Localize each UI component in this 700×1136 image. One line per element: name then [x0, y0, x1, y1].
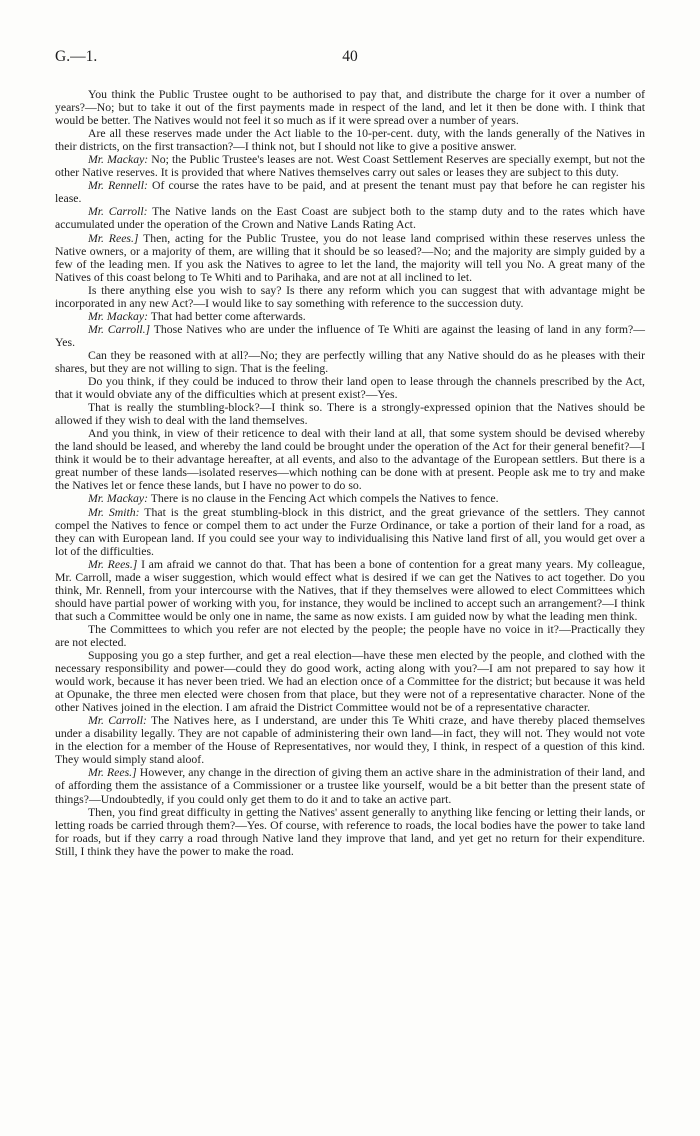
- paragraph-text: Do you think, if they could be induced to throw their land open to lease through the channels prescribed by the Act, that it would obviate any of the difficulties which at present exist?—Yes.: [55, 375, 645, 402]
- paragraph-text: There is no clause in the Fencing Act which compels the Natives to fence.: [148, 492, 499, 506]
- paragraph-text: The Natives here, as I understand, are under this Te Whiti craze, and have thereby placed themselves under a disability legally. They are not capable of administering their own land—in fact, they will not. They would not vote in the election for a member of the House of Representatives, nor would they, I think, in respect of a question of this kind. They would simply stand aloof.: [55, 714, 645, 767]
- paragraph: [55, 806, 645, 858]
- paragraph-text: You think the Public Trustee ought to be authorised to pay that, and distribute the charge for it over a number of years?—No; but to take it out of the first payments made in respect of the land, and let it then be done with. I think that would be better. The Natives would not feel it so much as if it were spread over a number of years.: [55, 88, 645, 128]
- paragraph: [55, 427, 645, 492]
- speaker-label: Mr. Mackay:: [88, 153, 149, 167]
- paragraph-text: That is the great stumbling-block in this district, and the great grievance of the settlers. They cannot compel the Natives to fence or compel them to act under the Furze Ordinance, or take a portion of their land for a road, as they can with European land. If you could see your way to individualising this Native land first of all, you would get over a lot of the difficulties.: [55, 505, 645, 558]
- speaker-label: Mr. Carroll:: [88, 714, 147, 728]
- paragraph: [55, 323, 645, 349]
- paragraph-text: Is there anything else you wish to say? Is there any reform which you can suggest that with advantage might be incorporated in any new Act?—I would like to say something with reference to the succession duty.: [55, 283, 645, 310]
- paragraph: [55, 766, 645, 805]
- speaker-label: Mr. Rees.]: [88, 557, 138, 571]
- paragraph: [55, 127, 645, 153]
- speaker-label: Mr. Mackay:: [88, 309, 149, 323]
- paragraph-text: Can they be reasoned with at all?—No; they are perfectly willing that any Native should do as he pleases with their shares, but they are not willing to sign. That is the feeling.: [55, 348, 645, 375]
- paragraph-text: However, any change in the direction of giving them an active share in the administration of their land, and of affording them the assistance of a Commissioner or a trustee like yourself, would be a bit better than the present state of things?—Undoubtedly, if you could only get them to do it and to take an active part.: [55, 766, 646, 806]
- paragraph-text: And you think, in view of their reticence to deal with their land at all, that some system should be devised whereby the land should be leased, and whereby the land could be brought under the operation of the Act for their general benefit?—I think it would be to their advantage hereafter, at all events, and also to the advantage of the European settlers. But there is a great number of these lands—isolated reserves—which nothing can be done with at present. People ask me to try and make the Natives let or fence these lands, but I have no power to do so.: [55, 427, 645, 493]
- paragraph: [55, 205, 645, 231]
- paragraph: [55, 375, 645, 401]
- paragraph: [55, 88, 645, 127]
- paragraph: [55, 284, 645, 310]
- speaker-label: Mr. Rennell:: [88, 179, 148, 193]
- paragraph-text: Then, acting for the Public Trustee, you do not lease land comprised within these reserves unless the Native owners, or a majority of them, are willing that it should be so leased?—No; and the majority are simply guided by a few of the leading men. If you ask the Natives to agree to let the land, the majority will tell you No. A great many of the Natives of this coast belong to Te Whiti and to Parihaka, and are not at all inclined to let.: [55, 231, 646, 284]
- paragraph-text: That had better come afterwards.: [148, 309, 306, 323]
- speaker-label: Mr. Rees.]: [88, 766, 137, 780]
- paragraph: [55, 349, 645, 375]
- paragraph: [55, 492, 645, 505]
- page-header: [55, 48, 645, 68]
- speaker-label: Mr. Mackay:: [88, 492, 149, 506]
- paragraph: [55, 401, 645, 427]
- paragraph-text: Are all these reserves made under the Act liable to the 10-per-cent. duty, with the lands generally of the Natives in their districts, on the first transaction?—I think not, but I should not like to give a positive answer.: [55, 127, 645, 154]
- paragraph-text: That is really the stumbling-block?—I think so. There is a strongly-expressed opinion that the Natives should be allowed if they wish to deal with the land themselves.: [55, 401, 645, 428]
- paragraph-text: Supposing you go a step further, and get a real election—have these men elected by the people, and clothed with the necessary responsibility and power—could they do good work, acting along with you?—I am not prepared to say how it would work, because it has never been tried. We had an election once of a Committee for the district; but because it was held at Opunake, the three men elected were chosen from that place, but they were not of a representative character. None of the other Natives joined in the election. I am afraid the District Committee would not be of a representative character.: [55, 649, 645, 715]
- page-number: 40: [342, 48, 358, 65]
- paragraph: [55, 558, 645, 623]
- paragraph-text: Of course the rates have to be paid, and at present the tenant must pay that before he can register his lease.: [55, 179, 646, 206]
- paragraph: [55, 310, 645, 323]
- paragraph-text: Those Natives who are under the influence of Te Whiti are against the leasing of land in any form?—Yes.: [55, 322, 645, 349]
- paragraph: [55, 179, 645, 205]
- paragraph-text: The Committees to which you refer are not elected by the people; the people have no voice in it?—Practically they are not elected.: [55, 622, 645, 649]
- paragraph: [55, 623, 645, 649]
- speaker-label: Mr. Rees.]: [88, 231, 139, 245]
- paragraph: [55, 153, 645, 179]
- paragraph-text: The Native lands on the East Coast are subject both to the stamp duty and to the rates which have accumulated under the operation of the Crown and Native Lands Rating Act.: [55, 205, 646, 232]
- document-code: G.—1.: [55, 48, 98, 65]
- paragraph: [55, 714, 645, 766]
- speaker-label: Mr. Carroll:: [88, 205, 148, 219]
- paragraph-text: No; the Public Trustee's leases are not. West Coast Settlement Reserves are specially exempt, but not the other Native reserves. It is provided that where Natives themselves carry out sales or leases they are subject to this duty.: [55, 153, 646, 180]
- document-body: [55, 88, 645, 858]
- paragraph: [55, 232, 645, 284]
- paragraph-text: I am afraid we cannot do that. That has been a bone of contention for a great many years. My colleague, Mr. Carroll, made a wiser suggestion, which would effect what is desired if we can get the Natives to act together. Do you think, Mr. Rennell, from your intercourse with the Natives, that if they themselves were allowed to elect Committees which should have partial power of working with you, for instance, they would be inclined to accept such an arrangement?—I think that such a Committee would be only one in name, the same as now exists. I am guided now by what the leading men think.: [55, 557, 646, 623]
- speaker-label: Mr. Carroll.]: [88, 322, 151, 336]
- paragraph-text: Then, you find great difficulty in getting the Natives' assent generally to anything like fencing or letting their lands, or letting roads be carried through them?—Yes. Of course, with reference to roads, the local bodies have the power to take land for roads, but if they carry a road through Native land they improve that land, and yet get no return for their expenditure. Still, I think they have the power to make the road.: [55, 805, 645, 858]
- paragraph: [55, 506, 645, 558]
- paragraph: [55, 649, 645, 714]
- speaker-label: Mr. Smith:: [88, 505, 140, 519]
